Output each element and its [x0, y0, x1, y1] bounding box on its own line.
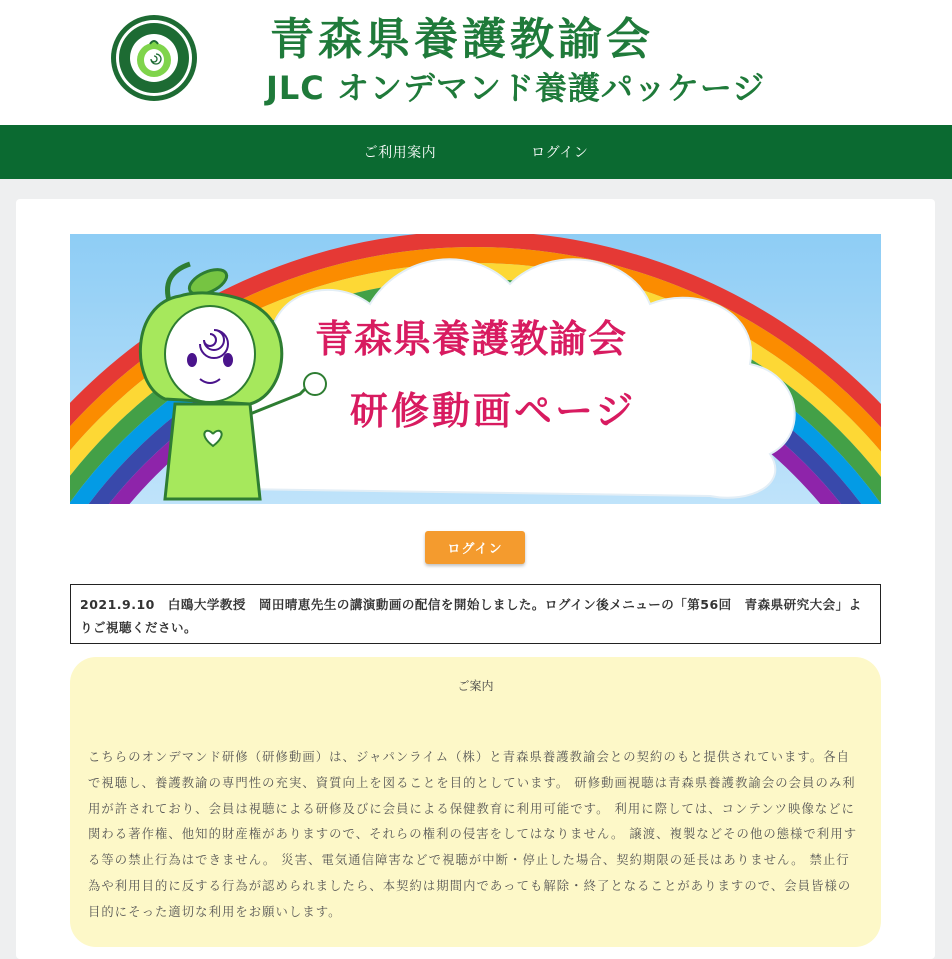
main-nav	[0, 125, 952, 179]
site-header	[0, 0, 952, 125]
guide-title: ご案内	[457, 679, 494, 693]
guide-body: こちらのオンデマンド研修（研修動画）は、ジャパンライム（株）と青森県養護教諭会との契約のもと提供されています。各自で視聴し、養護教諭の専門性の充実、資質向上を図ることを目的としています。 研修動画視聴は青森県養護教諭会の会員のみ利用が許されており、会員は視聴による研修及びに会員による保健教育に利用可能です。 利用に際しては、コンテンツ映像などに関わる著作権、他知的財産権がありますので、それらの権利の侵害をしてはなりません。 譲渡、複製などその他の態様で利用する等の禁止行為はできません。 災害、電気通信障害などで視聴が中断・停止した場合、契約期限の延長はありません。 禁止行為や利用目的に反する行為が認められましたら、本契約は期間内であっても解除・終了となることがありますので、会員皆様の目的にそった適切な利用をお願いします。	[88, 750, 858, 919]
hero-banner	[70, 234, 881, 504]
guide-section	[70, 657, 881, 947]
content-card	[16, 199, 935, 959]
site-title: 青森県養護教諭会	[270, 14, 654, 65]
association-logo[interactable]	[110, 14, 198, 102]
site-subtitle: JLC オンデマンド養護パッケージ	[266, 69, 766, 107]
nav-item-login[interactable]: ログイン	[531, 145, 589, 161]
news-notice: 2021.9.10 白鴎大学教授 岡田晴恵先生の講演動画の配信を開始しました。ログイン後メニューの「第56回 青森県研究大会」よりご視聴ください。	[70, 584, 881, 644]
banner-line-2: 研修動画ページ	[350, 389, 637, 433]
nav-item-guide[interactable]: ご利用案内	[363, 145, 437, 161]
banner-line-1: 青森県養護教諭会	[315, 317, 628, 361]
login-button[interactable]: ログイン	[425, 531, 525, 564]
